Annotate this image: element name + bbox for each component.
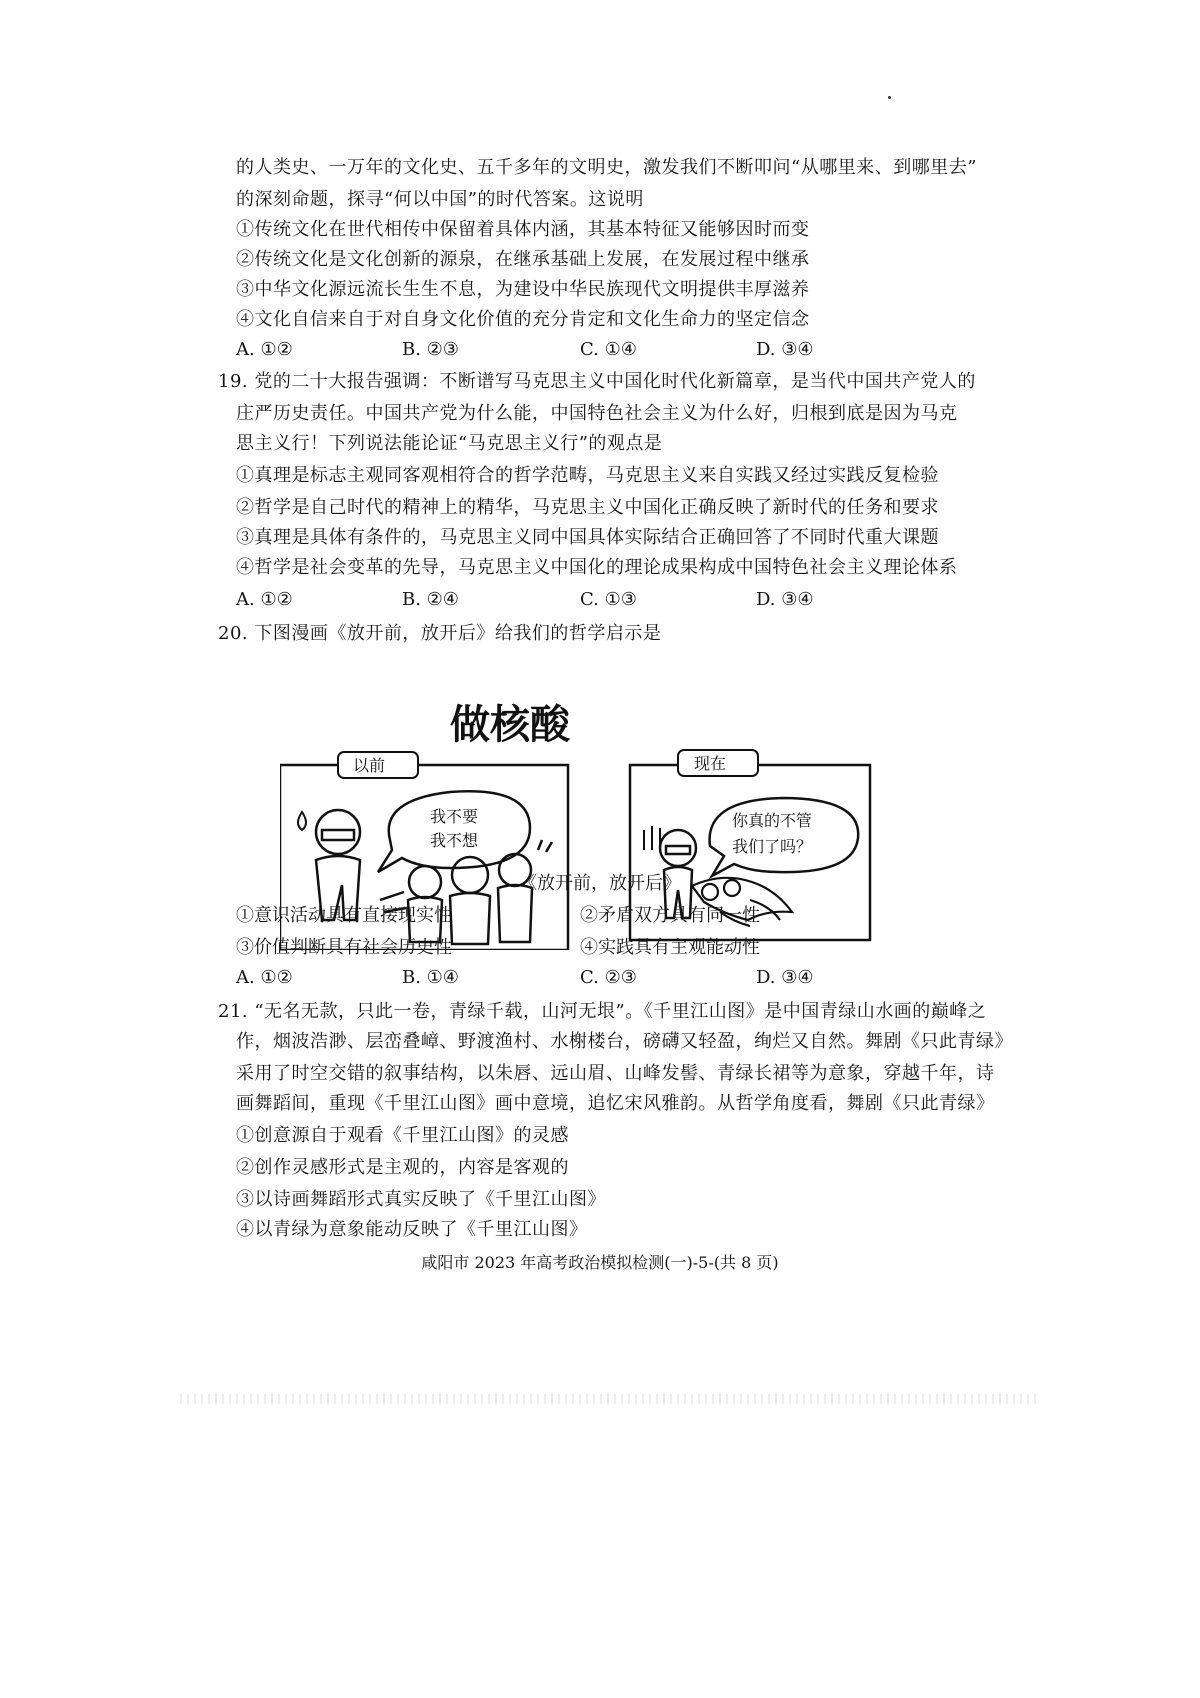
q20-item-1: ①意识活动具有直接现实性 (236, 905, 452, 926)
q21-item-2: ②创作灵感形式是主观的，内容是客观的 (236, 1157, 569, 1178)
q21-stem-line-3: 采用了时空交错的叙事结构，以朱唇、远山眉、山峰发髻、青绿长裙等为意象，穿越千年，诗 (236, 1063, 995, 1084)
q20-option-b: B. ①④ (402, 967, 459, 988)
q19-item-4: ④哲学是社会变革的先导，马克思主义中国化的理论成果构成中国特色社会主义理论体系 (236, 557, 958, 578)
right-speech-bubble (710, 798, 859, 876)
scan-speck (888, 96, 891, 99)
scan-artifact (180, 1394, 1040, 1404)
q18-item-3: ③中华文化源远流长生生不息，为建设中华民族现代文明提供丰厚滋养 (236, 279, 810, 300)
q19-option-c: C. ①③ (580, 589, 637, 610)
left-bubble-line-1: 我不要 (430, 807, 479, 826)
q20-item-4: ④实践具有主观能动性 (580, 937, 760, 958)
q19-stem-line-2: 庄严历史责任。中国共产党为什么能，中国特色社会主义为什么好，归根到底是因为马克 (236, 403, 958, 424)
q19-stem-line-3: 思主义行！下列说法能论证“马克思主义行”的观点是 (236, 433, 663, 454)
q20-option-c: C. ②③ (580, 967, 637, 988)
q18-stem-line-1: 的人类史、一万年的文化史、五千多年的文明史，激发我们不断叩问“从哪里来、到哪里去” (236, 157, 977, 178)
q21-item-4: ④以青绿为意象能动反映了《千里江山图》 (236, 1219, 588, 1240)
q21-stem-line-2: 作，烟波浩渺、层峦叠嶂、野渡渔村、水榭楼台，磅礴又轻盈，绚烂又自然。舞剧《只此青绿》 (236, 1031, 1013, 1052)
q18-option-c: C. ①④ (580, 339, 637, 360)
q21-stem-line-4: 画舞蹈间，重现《千里江山图》画中意境，追忆宋风雅韵。从哲学角度看，舞剧《只此青绿》 (236, 1093, 995, 1114)
q18-item-2: ②传统文化是文化创新的源泉，在继承基础上发展，在发展过程中继承 (236, 249, 810, 270)
q20-option-a: A. ①② (236, 967, 293, 988)
q18-stem-line-2: 的深刻命题，探寻“何以中国”的时代答案。这说明 (236, 189, 644, 210)
q19-item-3: ③真理是具体有条件的，马克思主义同中国具体实际结合正确回答了不同时代重大课题 (236, 527, 939, 548)
q18-item-1: ①传统文化在世代相传中保留着具体内涵，其基本特征又能够因时而变 (236, 219, 810, 240)
q20-item-3: ③价值判断具有社会历史性 (236, 937, 452, 958)
q19-option-b: B. ②④ (402, 589, 459, 610)
cartoon-caption: 《放开前，放开后》 (519, 873, 681, 894)
q19-stem-line-1: 19. 党的二十大报告强调：不断谱写马克思主义中国化时代化新篇章，是当代中国共产党人的 (218, 371, 976, 392)
q21-stem-line-1: 21. “无名无款，只此一卷，青绿千载，山河无垠”。《千里江山图》是中国青绿山水画的巅峰之 (218, 1001, 987, 1022)
cartoon-title: 做核酸 (450, 702, 570, 748)
right-bubble-line-2: 我们了吗？ (732, 837, 813, 856)
left-speech-bubble (378, 791, 530, 872)
q21-item-3: ③以诗画舞蹈形式真实反映了《千里江山图》 (236, 1189, 606, 1210)
q19-option-a: A. ①② (236, 589, 293, 610)
q19-option-d: D. ③④ (756, 589, 814, 610)
q18-option-b: B. ②③ (402, 339, 459, 360)
right-tag: 现在 (694, 754, 727, 773)
motion-lines (644, 826, 660, 850)
q18-option-d: D. ③④ (756, 339, 814, 360)
sweat-drop-icon (298, 812, 306, 830)
q18-item-4: ④文化自信来自于对自身文化价值的充分肯定和文化生命力的坚定信念 (236, 309, 810, 330)
left-tag: 以前 (353, 756, 386, 775)
q18-option-a: A. ①② (236, 339, 293, 360)
q19-item-1: ①真理是标志主观同客观相符合的哲学范畴，马克思主义来自实践又经过实践反复检验 (236, 465, 939, 486)
right-bubble-line-1: 你真的不管 (732, 811, 813, 830)
q20-item-2: ②矛盾双方具有同一性 (580, 905, 760, 926)
q21-item-1: ①创意源自于观看《千里江山图》的灵感 (236, 1125, 569, 1146)
left-bubble-line-2: 我不想 (430, 831, 479, 850)
q19-item-2: ②哲学是自己时代的精神上的精华，马克思主义中国化正确反映了新时代的任务和要求 (236, 497, 939, 518)
q20-stem: 20. 下图漫画《放开前，放开后》给我们的哲学启示是 (218, 623, 662, 644)
q20-option-d: D. ③④ (756, 967, 814, 988)
page-footer: 咸阳市 2023 年高考政治模拟检测(一)-5-(共 8 页) (421, 1253, 779, 1272)
